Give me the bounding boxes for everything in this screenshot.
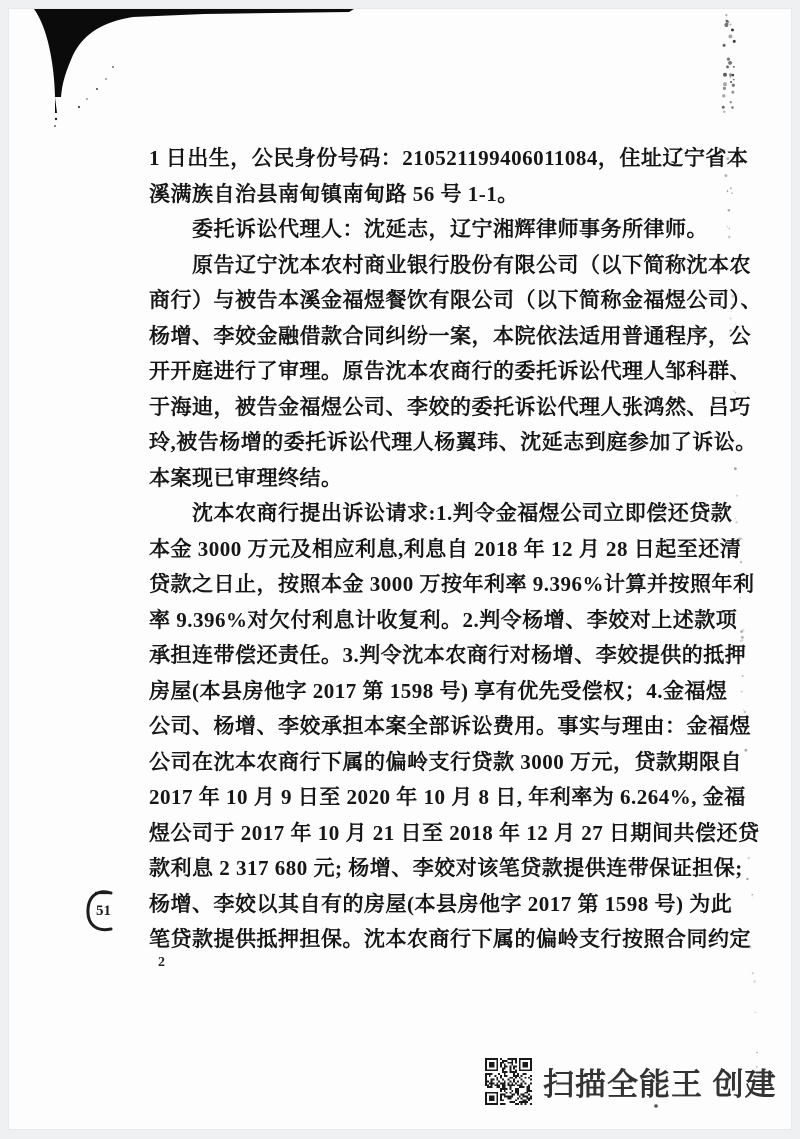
text-line: 杨增、李姣以其自有的房屋(本县房他字 2017 第 1598 号) 为此 bbox=[149, 891, 733, 916]
text-line: 于海迪，被告金福煜公司、李姣的委托诉讼代理人张鸿然、吕巧 bbox=[149, 394, 751, 419]
text-line: 煜公司于 2017 年 10 月 21 日至 2018 年 12 月 27 日期间共偿还贷 bbox=[149, 820, 760, 845]
scan-artifact-corner-blob bbox=[9, 9, 389, 129]
text-line: 公司、杨增、李姣承担本案全部诉讼费用。事实与理由：金福煜 bbox=[149, 714, 751, 738]
page-number: 2 bbox=[158, 955, 165, 970]
document-text bbox=[149, 141, 762, 958]
margin-mark bbox=[81, 885, 121, 937]
text-line: 委托诉讼代理人：沈延志，辽宁湘辉律师事务所律师。 bbox=[192, 217, 708, 241]
paragraph bbox=[149, 212, 715, 248]
text-line: 承担连带偿还责任。3.判令沈本农商行对杨增、李姣提供的抵押 bbox=[149, 643, 747, 667]
watermark-text: 扫描全能王 创建 bbox=[543, 1066, 777, 1102]
text-line: 商行）与被告本溪金福煜餐饮有限公司（以下简称金福煜公司）、 bbox=[149, 288, 762, 312]
text-line: 房屋(本县房他字 2017 第 1598 号) 享有优先受偿权；4.金福煜 bbox=[149, 678, 728, 703]
text-line: 款利息 2 317 680 元; 杨增、李姣对该笔贷款提供连带保证担保; bbox=[149, 856, 743, 880]
text-line: 本案现已审理终结。 bbox=[149, 465, 343, 490]
camscanner-watermark bbox=[485, 1053, 777, 1109]
text-line: 开开庭进行了审理。原告沈本农商行的委托诉讼代理人邹科群、 bbox=[149, 359, 751, 383]
margin-mark-label: 51 bbox=[96, 903, 111, 919]
document-page bbox=[8, 8, 792, 1130]
paragraph bbox=[149, 496, 760, 958]
text-line: 贷款之日止，按照本金 3000 万按年利率 9.396%计算并按照年利 bbox=[149, 572, 755, 596]
text-line: 本金 3000 万元及相应利息,利息自 2018 年 12 月 28 日起至还清 bbox=[149, 536, 742, 561]
text-line: 原告辽宁沈本农村商业银行股份有限公司（以下简称沈本农 bbox=[192, 252, 751, 277]
paragraph bbox=[149, 141, 749, 212]
text-line: 笔贷款提供抵押担保。沈本农商行下属的偏岭支行按照合同约定 bbox=[149, 927, 751, 951]
paragraph bbox=[149, 248, 762, 497]
text-line: 1 日出生，公民身份号码：210521199406011084，住址辽宁省本 bbox=[149, 146, 749, 170]
text-line: 率 9.396%对欠付利息计收复利。2.判令杨增、李姣对上述款项 bbox=[149, 607, 738, 632]
qr-code-icon bbox=[485, 1058, 532, 1105]
text-line: 2017 年 10 月 9 日至 2020 年 10 月 8 日, 年利率为 6.264%, 金福 bbox=[149, 785, 746, 809]
text-line: 溪满族自治县南甸镇南甸路 56 号 1-1。 bbox=[149, 181, 519, 206]
text-line: 杨增、李姣金融借款合同纠纷一案，本院依法适用普通程序，公 bbox=[149, 323, 751, 348]
text-line: 玲,被告杨增的委托诉讼代理人杨翼玮、沈延志到庭参加了诉讼。 bbox=[149, 430, 757, 454]
text-line: 公司在沈本农商行下属的偏岭支行贷款 3000 万元，贷款期限自 bbox=[149, 749, 742, 774]
text-line: 沈本农商行提出诉讼请求:1.判令金福煜公司立即偿还贷款 bbox=[192, 501, 733, 525]
